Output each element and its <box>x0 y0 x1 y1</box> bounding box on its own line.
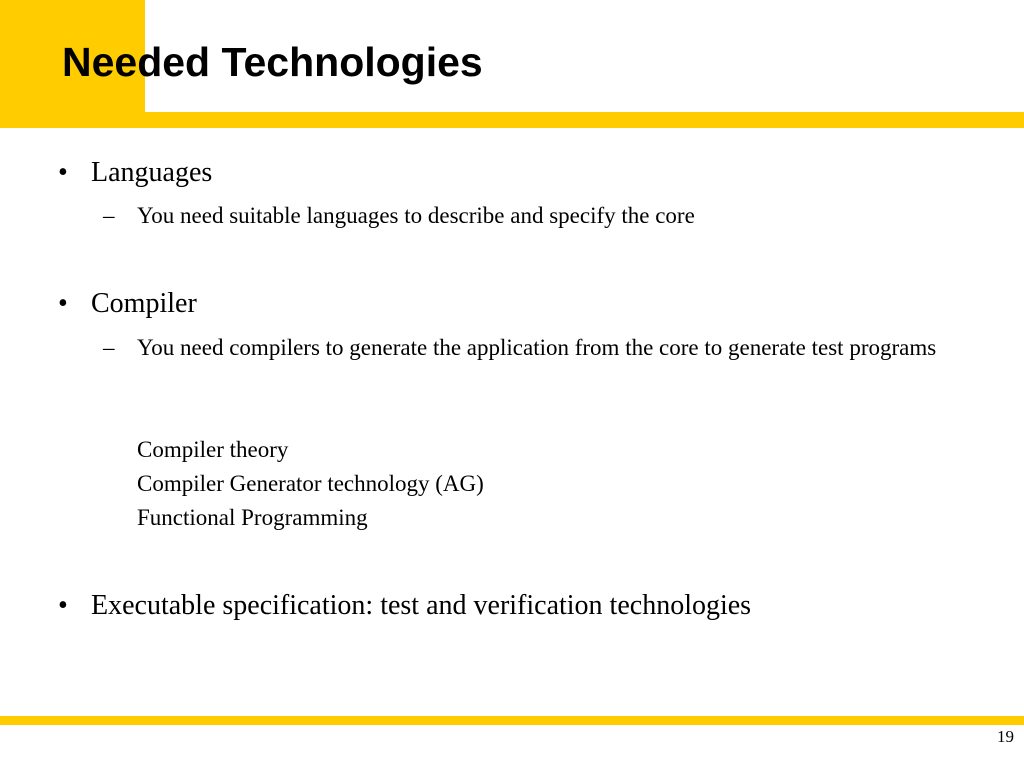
header-rule <box>145 112 1024 128</box>
compiler-line-theory: Compiler theory <box>137 437 289 462</box>
bullet-dot: • <box>58 157 68 188</box>
bullet-dot: • <box>58 288 68 319</box>
bullet-label: Compiler <box>91 288 197 319</box>
subitem-text: You need suitable languages to describe and specify the core <box>137 203 695 228</box>
bullet-dot: • <box>58 590 68 621</box>
slide-title: Needed Technologies <box>62 39 483 85</box>
page-number: 19 <box>997 727 1014 746</box>
subitem-dash: – <box>103 335 115 360</box>
subitem-dash: – <box>103 203 115 228</box>
bullet-label: Languages <box>91 157 213 188</box>
subitem-text: You need compilers to generate the application from the core to generate test programs <box>137 335 937 360</box>
compiler-line-functional: Functional Programming <box>137 505 368 530</box>
footer-rule <box>0 716 1024 725</box>
bullet-label: Executable specification: test and verification technologies <box>91 590 752 621</box>
compiler-line-generator: Compiler Generator technology (AG) <box>137 471 484 496</box>
